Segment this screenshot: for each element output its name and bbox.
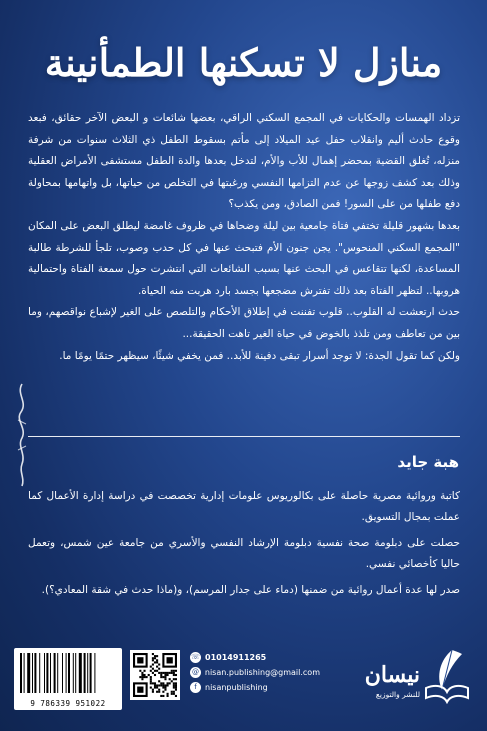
synopsis-paragraph: ولكن كما تقول الجدة: لا توجد أسرار تبقى دفينة للأبد.. فمن يخفي شيئًا، سيظهر حتمًا يومًا ما. bbox=[59, 349, 460, 362]
publisher-name: نيسان bbox=[364, 662, 420, 688]
barcode-icon bbox=[14, 648, 122, 698]
qr-code-icon bbox=[133, 653, 177, 697]
bio-paragraph: حصلت على دبلومة صحة نفسية دبلومة الإرشاد النفسي والأسري من جامعة عين شمس، وتعمل حاليا كأخصائي نفسي. bbox=[28, 536, 460, 571]
email-contact[interactable] bbox=[190, 665, 320, 680]
phone-contact[interactable] bbox=[190, 650, 320, 665]
synopsis-paragraph: حدث ارتعشت له القلوب.. قلوب تفننت في إطلاق الأحكام والتلصص على الغير لإشباع نواقصهم، وما بين من تعاطف ومن تلذذ بالخوض في حياة الغير تاهت الحقيقة... bbox=[28, 306, 460, 340]
synopsis bbox=[28, 108, 460, 367]
phone-icon: ☏ bbox=[191, 653, 200, 661]
author-name: هبة جايد bbox=[397, 453, 459, 471]
email-address: nisan.publishing@gmail.com bbox=[204, 668, 320, 677]
phone-number: 01014911265 bbox=[205, 653, 267, 662]
synopsis-paragraph: بعدها بشهور قليلة تختفي فتاة جامعية بين ليلة وضحاها في ظروف غامضة ليطلق البعض على المكان "المجمع السكني المنحوس". يجن جنون الأم فتبحث عنها في كل حدب وصوب، تلجأ للشرطة طالبة المساعدة، لكنها تتقاعس في البحث عنها بسبب الشائعات التي انتشرت حول سمعة الفتاة واحتمالية هروبها.. لتظهر الفتاة بعد ذلك تفترش مضجعها بجسد بارد هربت منه الحياة. bbox=[28, 219, 460, 297]
section-divider bbox=[28, 436, 460, 437]
qr-code[interactable] bbox=[130, 650, 180, 700]
author-bio bbox=[28, 486, 460, 605]
synopsis-paragraph: تزداد الهمسات والحكايات في المجمع السكني الراقي، بعضها شائعات و البعض الآخر حقائق، فبعد وقوع حادث أليم وانقلاب حفل عيد الميلاد إلى مأتم بسقوط الطفل ذي الثلاث سنوات من شرفة منزله، تُغلق القضية بمحضر إهمال للأب والأم، لتدخل بعدها والدة الطفل مستشفى الأمراض العقلية وذلك بعد كشف زوجها عن عدم التزامها النفسي ورغبتها في التخلص من حياتها، بل واتهامها بمحاولة دفع طفلها من على السور! فمن الصادق، ومن يكذب؟ bbox=[28, 112, 460, 211]
publisher-tagline: للنشر والتوزيع bbox=[375, 690, 420, 699]
email-icon: @ bbox=[191, 668, 199, 676]
publisher-contacts bbox=[190, 650, 320, 695]
isbn-barcode bbox=[14, 648, 122, 710]
social-handle: nisanpublishing bbox=[205, 683, 268, 692]
publisher-logo-block bbox=[332, 640, 472, 710]
social-contact[interactable] bbox=[190, 680, 320, 695]
book-title: منازل لا تسكنها الطمأنينة bbox=[44, 40, 443, 85]
isbn-number: 9 786339 951022 bbox=[30, 699, 106, 708]
book-feather-logo-icon bbox=[422, 646, 472, 704]
designer-signature-icon bbox=[12, 380, 32, 490]
bio-paragraph: صدر لها عدة أعمال روائية من ضمنها (دماء على جدار المرسم)، و(ماذا حدث في شقة المعادي؟). bbox=[41, 583, 460, 596]
social-icon: f bbox=[190, 682, 201, 693]
bio-paragraph: كاتبة وروائية مصرية حاصلة على بكالوريوس علومات إدارية تخصصت في دراسة إدارة الأعمال كما عملت بمجال التسويق. bbox=[28, 490, 460, 524]
